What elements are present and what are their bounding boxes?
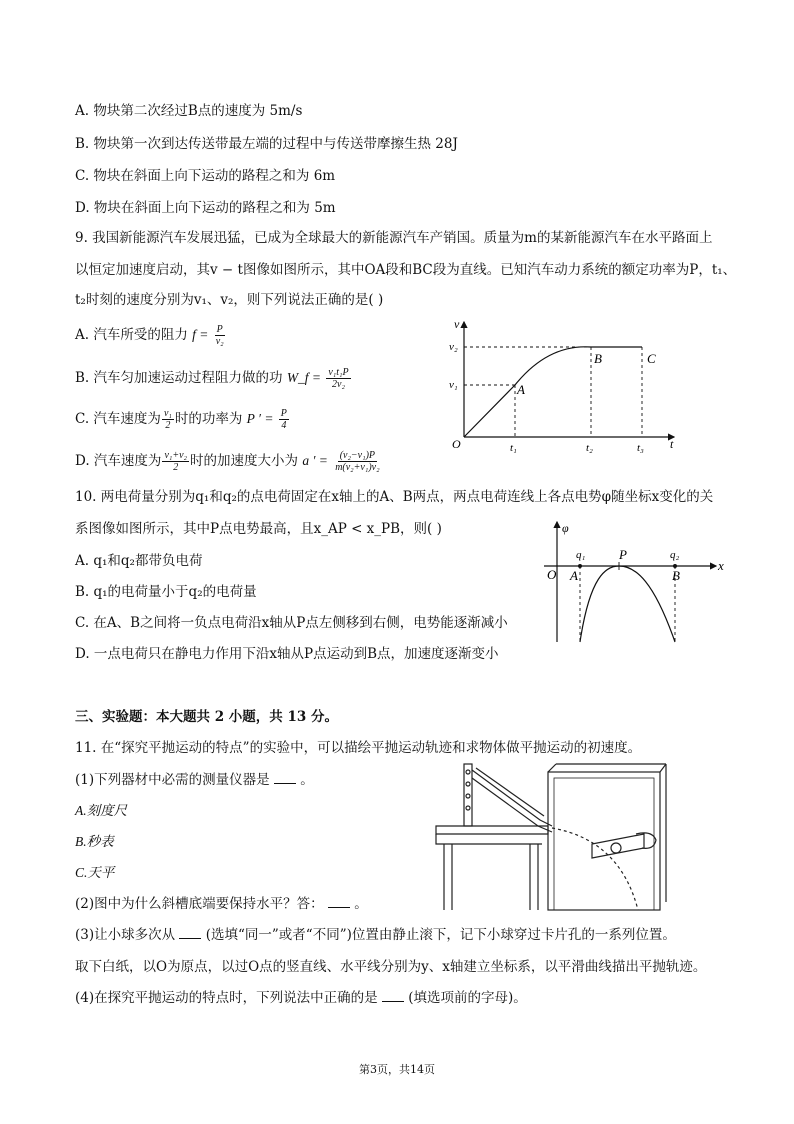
inclined-slot [472, 770, 552, 826]
vt-graph [448, 316, 684, 456]
fraction: $\frac{P}{4}$ [280, 408, 287, 431]
q9-option-d: D. 汽车速度为 $\frac{\text{v₁+v₂}}{2}$ 时的加速度大小为 a ′ = $\frac{\text{(v₂−v₁)P}}{\text{m(v₂+v₁)v₂}}$ [75, 450, 380, 473]
point-a-label: A [570, 568, 578, 583]
point-b-label: B [594, 351, 602, 366]
q8-option-b: B. 物块第一次到达传送带最左端的过程中与传送带摩擦生热 28J [75, 136, 458, 152]
q9-option-b: B. 汽车匀加速运动过程阻力做的功 W_f = $\frac{\text{v₁t₁P}}{\text{2v₂}}$ [75, 367, 349, 390]
trajectory [552, 828, 638, 910]
q10-option-c: C. 在A、B之间将一负点电荷沿x轴从P点左侧移到右侧，电势能逐渐减小 [75, 615, 508, 631]
x-axis-label: x [718, 558, 724, 573]
point-c-label: C [647, 351, 656, 366]
section-heading: 三、实验题：本大题共 2 小题，共 13 分。 [75, 709, 338, 725]
q8-option-c: C. 物块在斜面上向下运动的路程之和为 6m [75, 168, 336, 184]
q1-label: q₁ [576, 549, 586, 561]
answer-blank[interactable] [328, 895, 350, 908]
q9-option-a: A. 汽车所受的阻力 f = $\frac{P}{\text{v₂}}$ [75, 324, 224, 347]
origin-label: O [452, 437, 461, 451]
answer-blank[interactable] [179, 926, 201, 939]
stand-post [464, 764, 472, 826]
q10-stem-line2: 系图像如图所示，其中P点电势最高，且x_AP < x_PB，则( ) [75, 521, 442, 537]
q9-stem-line1: 9. 我国新能源汽车发展迅猛，已成为全球最大的新能源汽车产销国。质量为m的某新能源汽车在水平路面上 [75, 230, 713, 246]
q11-option-b: B.秒表 [75, 834, 114, 849]
point-b-label: B [672, 568, 680, 583]
q9-option-c: C. 汽车速度为 $\frac{\text{v₁}}{2}$ 时的功率为 P ′ = $\frac{P}{4}$ [75, 408, 287, 431]
answer-blank[interactable] [274, 771, 296, 784]
q8-option-a: A. 物块第二次经过B点的速度为 5m/s [75, 103, 303, 119]
q11-part4: (4)在探究平抛运动的特点时，下列说法中正确的是 (填选项前的字母)。 [75, 990, 527, 1006]
phi-axis-label: φ [562, 521, 569, 535]
fraction: $\frac{\text{v₁+v₂}}{2}$ [164, 450, 188, 473]
fraction: $\frac{P}{\text{v₂}}$ [215, 324, 224, 347]
q11-option-a: A.刻度尺 [75, 803, 128, 818]
v1-label: v₁ [449, 379, 458, 391]
q10-option-d: D. 一点电荷只在静电力作用下沿x轴从P点运动到B点，加速度逐渐变小 [75, 646, 499, 662]
point-p-label: P [619, 547, 627, 562]
phi-curve [580, 566, 675, 642]
page-footer: 第3页，共14页 [359, 1063, 435, 1076]
q10-stem-line1: 10. 两电荷量分别为q₁和q₂的点电荷固定在x轴上的A、B两点，两点电荷连线上各点电势φ随坐标x变化的关 [75, 489, 714, 505]
q11-stem: 11. 在“探究平抛运动的特点”的实验中，可以描绘平抛运动轨迹和求物体做平抛运动的初速度。 [75, 740, 642, 756]
apparatus-illustration [430, 760, 670, 912]
fraction: $\frac{\text{v₁t₁P}}{\text{2v₂}}$ [328, 367, 349, 390]
point-a-label: A [517, 382, 525, 397]
phi-x-graph [540, 518, 730, 646]
q11-part2: (2)图中为什么斜槽底端要保持水平？答： 。 [75, 896, 368, 912]
card [592, 834, 644, 858]
q11-option-c: C.天平 [75, 865, 115, 880]
t1-label: t₁ [510, 442, 517, 454]
q11-part3-line2: 取下白纸，以O为原点，以过O点的竖直线、水平线分别为y、x轴建立坐标系，以平滑曲线描出平抛轨迹。 [75, 959, 707, 975]
q11-part1: (1)下列器材中必需的测量仪器是 。 [75, 772, 314, 788]
q8-option-d: D. 物块在斜面上向下运动的路程之和为 5m [75, 200, 336, 216]
fraction: $\frac{\text{(v₂−v₁)P}}{\text{m(v₂+v₁)v₂}}$ [335, 450, 380, 473]
q10-option-b: B. q₁的电荷量小于q₂的电荷量 [75, 584, 257, 600]
table [436, 826, 548, 834]
t2-label: t₂ [586, 442, 593, 454]
v-axis-label: v [454, 317, 460, 331]
q10-option-a: A. q₁和q₂都带负电荷 [75, 553, 203, 569]
origin-label: O [547, 567, 557, 582]
board [548, 772, 660, 910]
fraction: $\frac{\text{v₁}}{2}$ [163, 408, 172, 431]
t-axis-label: t [670, 437, 674, 451]
answer-blank[interactable] [382, 989, 404, 1002]
charge-q1 [578, 564, 582, 568]
vt-curve [464, 347, 642, 437]
card-hole [611, 843, 621, 853]
q2-label: q₂ [670, 549, 680, 561]
q9-stem-line3: t₂时刻的速度分别为v₁、v₂，则下列说法正确的是( ) [75, 292, 384, 308]
q11-part3: (3)让小球多次从 (选填“同一”或者“不同”)位置由静止滚下，记下小球穿过卡片孔的一系列位置。 [75, 927, 676, 943]
v2-label: v₂ [449, 341, 458, 353]
q9-stem-line2: 以恒定加速度启动，其v − t图像如图所示，其中OA段和BC段为直线。已知汽车动力系统的额定功率为P，t₁、 [75, 262, 737, 278]
t3-label: t₃ [637, 442, 644, 454]
